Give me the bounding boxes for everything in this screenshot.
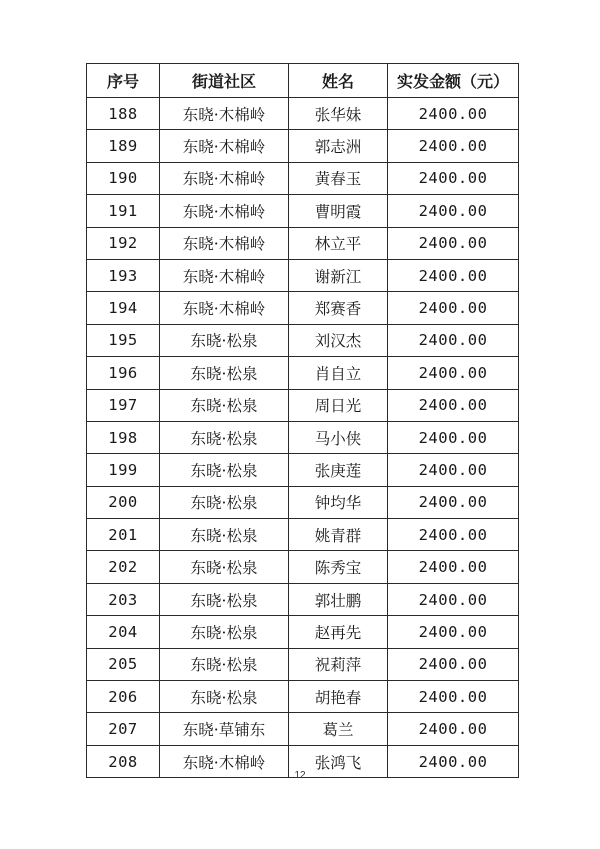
cell-name: 陈秀宝	[289, 551, 388, 583]
cell-amount: 2400.00	[388, 421, 519, 453]
cell-serial-number: 207	[87, 713, 160, 745]
cell-street-community: 东晓·松泉	[160, 324, 289, 356]
cell-amount: 2400.00	[388, 454, 519, 486]
cell-name: 郑赛香	[289, 292, 388, 324]
cell-amount: 2400.00	[388, 648, 519, 680]
cell-street-community: 东晓·松泉	[160, 421, 289, 453]
table-row	[87, 583, 519, 615]
cell-serial-number: 188	[87, 98, 160, 130]
table-row	[87, 421, 519, 453]
cell-serial-number: 199	[87, 454, 160, 486]
table-row	[87, 551, 519, 583]
cell-name: 林立平	[289, 227, 388, 259]
cell-amount: 2400.00	[388, 324, 519, 356]
cell-street-community: 东晓·松泉	[160, 681, 289, 713]
cell-serial-number: 194	[87, 292, 160, 324]
cell-amount: 2400.00	[388, 98, 519, 130]
cell-serial-number: 196	[87, 357, 160, 389]
table-row	[87, 227, 519, 259]
cell-amount: 2400.00	[388, 583, 519, 615]
cell-serial-number: 197	[87, 389, 160, 421]
cell-serial-number: 206	[87, 681, 160, 713]
cell-serial-number: 192	[87, 227, 160, 259]
table-row	[87, 357, 519, 389]
cell-amount: 2400.00	[388, 486, 519, 518]
cell-serial-number: 191	[87, 195, 160, 227]
table-row	[87, 486, 519, 518]
cell-amount: 2400.00	[388, 519, 519, 551]
table-row	[87, 519, 519, 551]
cell-amount: 2400.00	[388, 713, 519, 745]
table-row	[87, 616, 519, 648]
cell-street-community: 东晓·松泉	[160, 519, 289, 551]
cell-name: 黄春玉	[289, 162, 388, 194]
cell-serial-number: 189	[87, 130, 160, 162]
cell-serial-number: 193	[87, 259, 160, 291]
cell-street-community: 东晓·松泉	[160, 648, 289, 680]
cell-serial-number: 201	[87, 519, 160, 551]
cell-amount: 2400.00	[388, 162, 519, 194]
cell-name: 张鸿飞	[289, 745, 388, 777]
cell-serial-number: 195	[87, 324, 160, 356]
cell-amount: 2400.00	[388, 292, 519, 324]
cell-street-community: 东晓·松泉	[160, 454, 289, 486]
cell-amount: 2400.00	[388, 130, 519, 162]
cell-amount: 2400.00	[388, 195, 519, 227]
page-number: 12	[294, 770, 306, 781]
table-header-row	[87, 64, 519, 98]
table-body	[87, 98, 519, 778]
cell-amount: 2400.00	[388, 357, 519, 389]
cell-serial-number: 205	[87, 648, 160, 680]
cell-amount: 2400.00	[388, 681, 519, 713]
table-row	[87, 292, 519, 324]
cell-street-community: 东晓·松泉	[160, 616, 289, 648]
cell-street-community: 东晓·木棉岭	[160, 259, 289, 291]
header-amount: 实发金额（元）	[388, 64, 519, 98]
cell-name: 刘汉杰	[289, 324, 388, 356]
cell-name: 张庚莲	[289, 454, 388, 486]
cell-serial-number: 190	[87, 162, 160, 194]
payment-table	[86, 63, 519, 778]
cell-amount: 2400.00	[388, 227, 519, 259]
cell-amount: 2400.00	[388, 389, 519, 421]
cell-name: 郭壮鹏	[289, 583, 388, 615]
header-name: 姓名	[289, 64, 388, 98]
cell-serial-number: 203	[87, 583, 160, 615]
header-serial-number: 序号	[87, 64, 160, 98]
cell-street-community: 东晓·松泉	[160, 583, 289, 615]
cell-name: 胡艳春	[289, 681, 388, 713]
cell-name: 肖自立	[289, 357, 388, 389]
cell-name: 葛兰	[289, 713, 388, 745]
cell-name: 姚青群	[289, 519, 388, 551]
cell-street-community: 东晓·松泉	[160, 486, 289, 518]
cell-name: 曹明霞	[289, 195, 388, 227]
table-row	[87, 259, 519, 291]
cell-street-community: 东晓·木棉岭	[160, 227, 289, 259]
table-row	[87, 713, 519, 745]
table-row	[87, 389, 519, 421]
cell-name: 周日光	[289, 389, 388, 421]
table-row	[87, 681, 519, 713]
cell-street-community: 东晓·松泉	[160, 551, 289, 583]
cell-name: 祝莉萍	[289, 648, 388, 680]
header-street-community: 街道社区	[160, 64, 289, 98]
cell-name: 谢新江	[289, 259, 388, 291]
cell-serial-number: 202	[87, 551, 160, 583]
cell-street-community: 东晓·木棉岭	[160, 292, 289, 324]
cell-amount: 2400.00	[388, 551, 519, 583]
table-row	[87, 98, 519, 130]
cell-serial-number: 198	[87, 421, 160, 453]
cell-name: 郭志洲	[289, 130, 388, 162]
table-row	[87, 454, 519, 486]
cell-street-community: 东晓·木棉岭	[160, 98, 289, 130]
cell-name: 赵再先	[289, 616, 388, 648]
cell-amount: 2400.00	[388, 745, 519, 777]
table-row	[87, 130, 519, 162]
table-row	[87, 195, 519, 227]
cell-street-community: 东晓·木棉岭	[160, 130, 289, 162]
cell-street-community: 东晓·木棉岭	[160, 195, 289, 227]
table-row	[87, 648, 519, 680]
cell-serial-number: 204	[87, 616, 160, 648]
cell-street-community: 东晓·草铺东	[160, 713, 289, 745]
cell-street-community: 东晓·松泉	[160, 389, 289, 421]
cell-street-community: 东晓·木棉岭	[160, 162, 289, 194]
table-row	[87, 324, 519, 356]
cell-amount: 2400.00	[388, 616, 519, 648]
cell-name: 张华妹	[289, 98, 388, 130]
table-row	[87, 162, 519, 194]
cell-street-community: 东晓·松泉	[160, 357, 289, 389]
cell-name: 马小侠	[289, 421, 388, 453]
cell-street-community: 东晓·木棉岭	[160, 745, 289, 777]
cell-serial-number: 208	[87, 745, 160, 777]
cell-name: 钟均华	[289, 486, 388, 518]
cell-amount: 2400.00	[388, 259, 519, 291]
cell-serial-number: 200	[87, 486, 160, 518]
